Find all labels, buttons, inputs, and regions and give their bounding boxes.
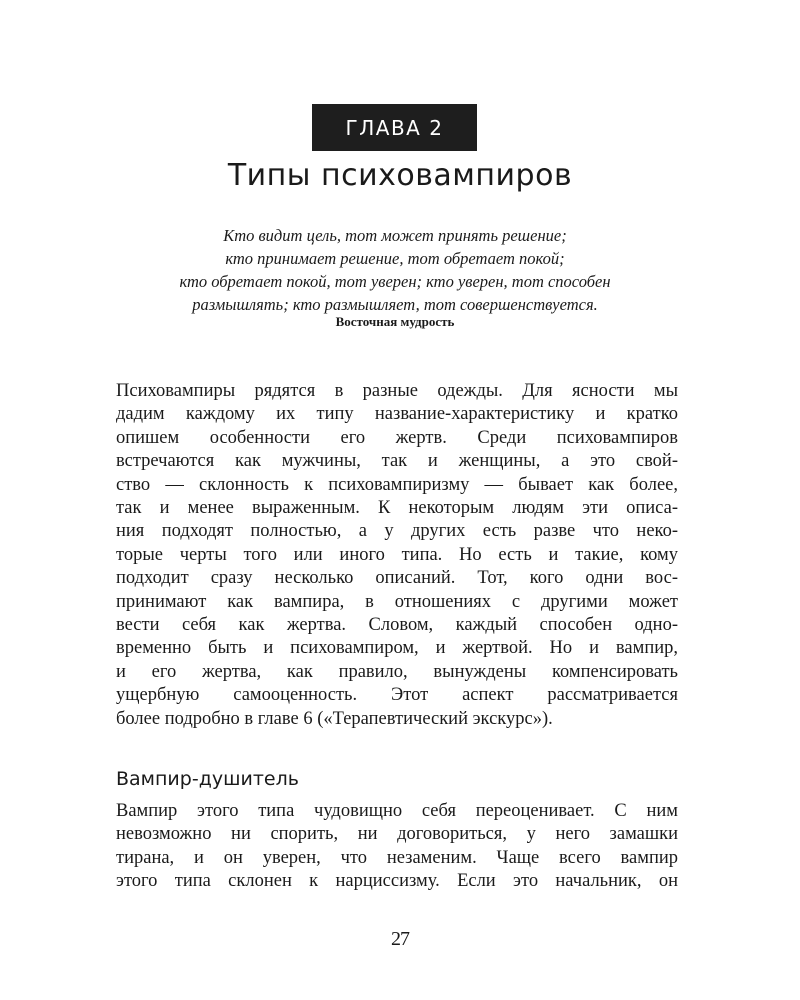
text-line: встречаются как мужчины, так и женщины, а это свой- [116,451,678,472]
text-line: ния подходят полностью, а у других есть разве что неко- [116,521,678,542]
text-line: торые черты того или иного типа. Но есть и такие, кому [116,544,678,565]
epigraph [100,224,690,316]
epigraph-line: Кто видит цель, тот может принять решение; [223,226,567,245]
section-heading: Вампир-душитель [116,768,299,790]
text-line: временно быть и психовампиром, и жертвой. Но и вампир, [116,638,678,659]
text-line: и его жертва, как правило, вынуждены компенсировать [116,661,678,682]
text-line: Вампир этого типа чудовищно себя переоценивает. С ним [116,801,678,821]
epigraph-author: Восточная мудрость [335,314,455,329]
page-number: 27 [391,928,409,950]
epigraph-line: кто обретает покой, тот уверен; кто уверен, тот способен [179,272,611,291]
text-line: более подробно в главе 6 («Терапевтический экскурс»). [116,708,553,729]
text-line: невозможно ни спорить, ни договориться, у него замашки [116,824,678,845]
section-paragraph [116,800,678,894]
epigraph-line: размышлять; кто размышляет, тот совершенствуется. [192,295,598,314]
text-line: тирана, и он уверен, что незаменим. Чаще всего вампир [116,847,678,868]
text-line: Психовампиры рядятся в разные одежды. Для ясности мы [116,381,678,401]
chapter-badge: ГЛАВА 2 [312,104,477,151]
chapter-title: Типы психовампиров [227,158,573,193]
epigraph-line: кто принимает решение, тот обретает покой; [225,249,565,268]
text-line: принимают как вампира, в отношениях с другими может [116,591,678,612]
intro-paragraph [116,380,678,731]
text-line: вести себя как жертва. Словом, каждый способен одно- [116,615,678,636]
text-line: ство — склонность к психовампиризму — бывает как более, [116,474,678,495]
text-line: дадим каждому их типу название-характеристику и кратко [116,404,678,425]
text-line: подходит сразу несколько описаний. Тот, кого одни вос- [116,568,678,589]
text-line: этого типа склонен к нарциссизму. Если это начальник, он [116,871,678,892]
text-line: опишем особенности его жертв. Среди психовампиров [116,427,678,448]
text-line: так и менее выраженным. К некоторым людям эти описа- [116,498,678,519]
text-line: ущербную самооценность. Этот аспект рассматривается [116,685,678,706]
